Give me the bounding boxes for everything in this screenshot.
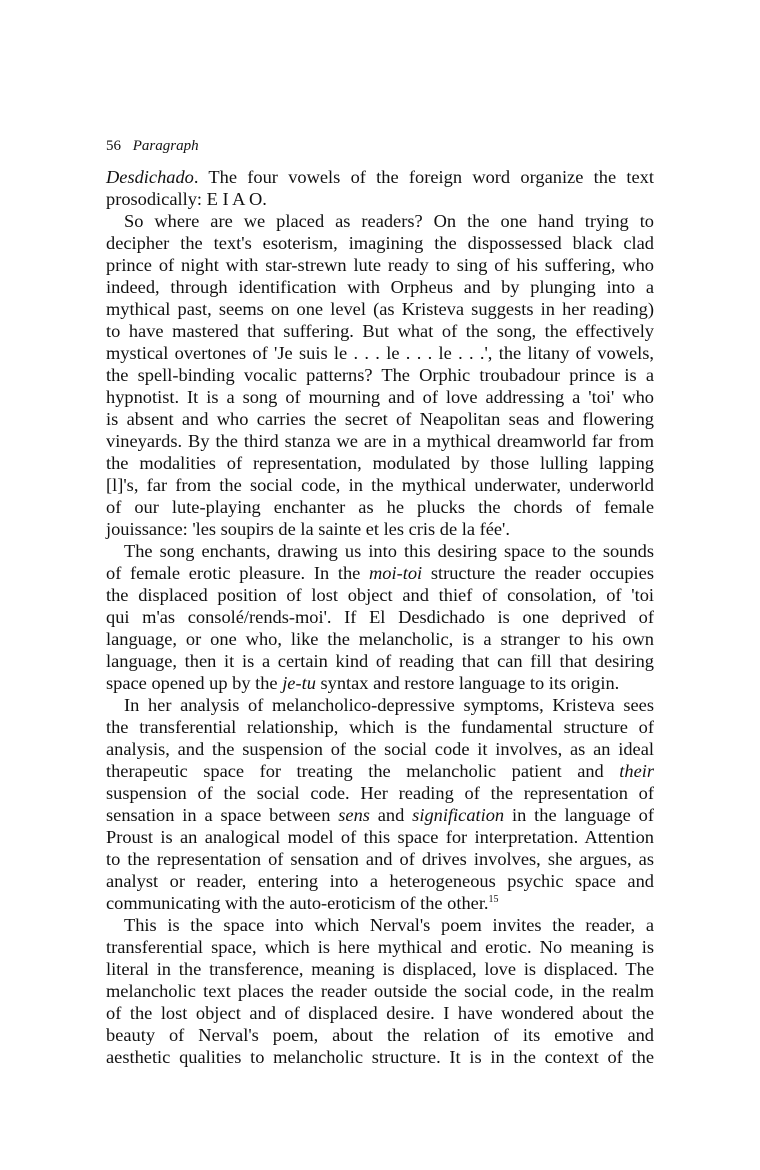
text-line: language, or one who, like the melancholic, is a stranger to his own bbox=[106, 629, 654, 649]
text-line: of the lost object and of displaced desire. I have wondered about the bbox=[106, 1003, 654, 1023]
text-line: the spell-binding vocalic patterns? The Orphic troubadour prince is a bbox=[106, 365, 654, 385]
text-line: to the representation of sensation and of drives involves, she argues, as bbox=[106, 849, 654, 869]
text-line: of our lute-playing enchanter as he plucks the chords of female bbox=[106, 497, 654, 517]
text-line: hypnotist. It is a song of mourning and of love addressing a 'toi' who bbox=[106, 387, 654, 407]
body-text bbox=[106, 166, 654, 1068]
text-line: prince of night with star-strewn lute ready to sing of his suffering, who bbox=[106, 255, 654, 275]
text-line: The song enchants, drawing us into this desiring space to the sounds bbox=[124, 541, 654, 561]
text-line: So where are we placed as readers? On the one hand trying to bbox=[124, 211, 654, 231]
text-line: [l]'s, far from the social code, in the mythical underwater, underworld bbox=[106, 475, 654, 495]
text-line: vineyards. By the third stanza we are in a mythical dreamworld far from bbox=[106, 431, 654, 451]
text-line: analyst or reader, entering into a heterogeneous psychic space and bbox=[106, 871, 654, 891]
text-line: Proust is an analogical model of this space for interpretation. Attention bbox=[106, 827, 654, 847]
text-line: the modalities of representation, modulated by those lulling lapping bbox=[106, 453, 654, 473]
running-title: Paragraph bbox=[132, 138, 199, 154]
text-line: space opened up by the je-tu syntax and restore language to its origin. bbox=[106, 673, 620, 693]
text-line: suspension of the social code. Her reading of the representation of bbox=[106, 783, 654, 803]
text-line: decipher the text's esoterism, imagining the dispossessed black clad bbox=[106, 233, 654, 253]
text-line: communicating with the auto-eroticism of the other.$^{15}$ bbox=[106, 893, 499, 913]
text-line: aesthetic qualities to melancholic structure. It is in the context of the bbox=[106, 1047, 654, 1067]
page-number: 56 bbox=[106, 138, 121, 154]
text-line: jouissance: 'les soupirs de la sainte et les cris de la fée'. bbox=[106, 519, 510, 539]
text-line: therapeutic space for treating the melancholic patient and their bbox=[106, 761, 654, 781]
text-line: Desdichado. The four vowels of the foreign word organize the text bbox=[106, 167, 654, 187]
text-line: indeed, through identification with Orpheus and by plunging into a bbox=[106, 277, 654, 297]
text-line: qui m'as consolé/rends-moi'. If El Desdichado is one deprived of bbox=[106, 607, 654, 627]
text-line: literal in the transference, meaning is displaced, love is displaced. The bbox=[106, 959, 654, 979]
text-line: analysis, and the suspension of the social code it involves, as an ideal bbox=[106, 739, 654, 759]
text-line: of female erotic pleasure. In the moi-toi structure the reader occupies bbox=[106, 563, 654, 583]
text-line: In her analysis of melancholico-depressive symptoms, Kristeva sees bbox=[124, 695, 654, 715]
text-line: beauty of Nerval's poem, about the relation of its emotive and bbox=[106, 1025, 654, 1045]
text-line: language, then it is a certain kind of reading that can fill that desiring bbox=[106, 651, 654, 671]
text-line: is absent and who carries the secret of Neapolitan seas and flowering bbox=[106, 409, 654, 429]
text-line: sensation in a space between sens and signification in the language of bbox=[106, 805, 654, 825]
text-line: the displaced position of lost object and thief of consolation, of 'toi bbox=[106, 585, 654, 605]
text-line: prosodically: E I A O. bbox=[106, 189, 267, 209]
text-line: transferential space, which is here mythical and erotic. No meaning is bbox=[106, 937, 654, 957]
text-line: mythical past, seems on one level (as Kristeva suggests in her reading) bbox=[106, 299, 654, 319]
text-line: to have mastered that suffering. But what of the song, the effectively bbox=[106, 321, 654, 341]
running-header bbox=[106, 138, 199, 155]
text-line: mystical overtones of 'Je suis le . . . le . . . le . . .', the litany of vowels, bbox=[106, 343, 654, 363]
text-line: melancholic text places the reader outside the social code, in the realm bbox=[106, 981, 654, 1001]
text-line: the transferential relationship, which is the fundamental structure of bbox=[106, 717, 654, 737]
text-line: This is the space into which Nerval's poem invites the reader, a bbox=[124, 915, 654, 935]
